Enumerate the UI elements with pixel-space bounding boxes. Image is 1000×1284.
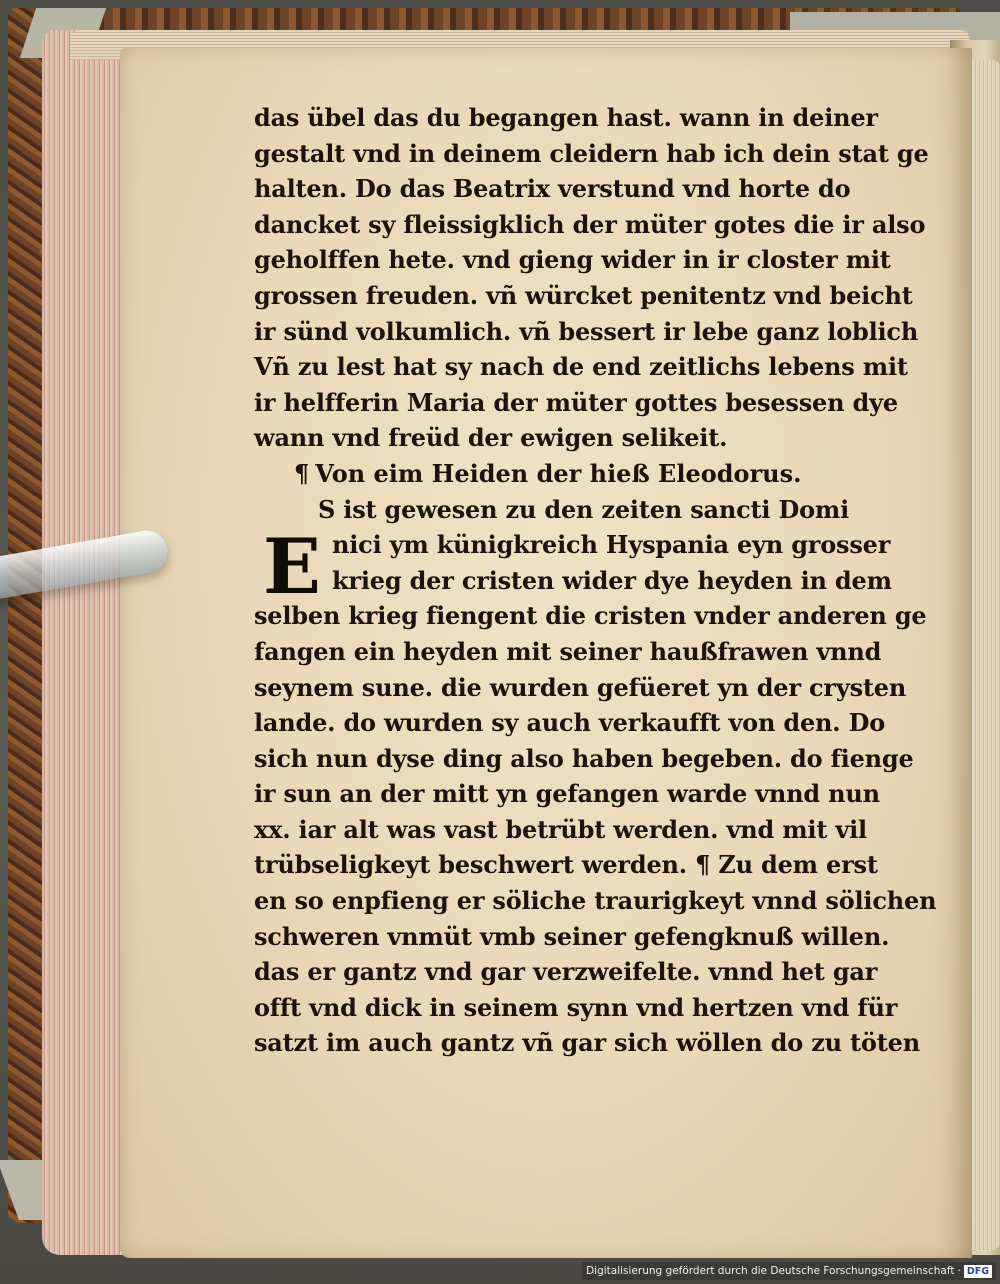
text-line: Vñ zu lest hat sy nach de end zeitlichs lebens mit <box>254 352 908 382</box>
text-line: ir sünd volkumlich. vñ bessert ir lebe ganz loblich <box>254 316 919 346</box>
dfg-logo[interactable]: DFG <box>964 1265 992 1278</box>
decorated-initial: E <box>263 521 321 611</box>
text-line: halten. Do das Beatrix verstund vnd horte do <box>254 174 851 204</box>
text-line: ir helfferin Maria der müter gottes besessen dye <box>254 387 898 417</box>
text-line: offt vnd dick in seinem synn vnd hertzen vnd für <box>254 992 898 1022</box>
text-line: selben krieg fiengent die cristen vnder anderen ge <box>254 601 927 631</box>
funding-note: Digitalisierung gefördert durch die Deutsche Forschungsgemeinschaft <box>586 1265 955 1277</box>
footer-separator: · <box>957 1265 961 1277</box>
text-line: sich nun dyse ding also haben begeben. do fienge <box>254 743 914 773</box>
text-line: schweren vnmüt vmb seiner gefengknuß willen. <box>254 921 890 951</box>
text-line: nici ym künigkreich Hyspania eyn grosser <box>332 530 891 560</box>
chapter-body <box>254 492 937 1062</box>
text-line: dancket sy fleissigklich der müter gotes die ir also <box>254 209 926 239</box>
text-line: krieg der cristen wider dye heyden in dem <box>332 565 892 595</box>
text-line: lande. do wurden sy auch verkaufft von den. Do <box>254 708 886 738</box>
text-line: satzt im auch gantz vñ gar sich wöllen do zu töten <box>254 1028 920 1058</box>
text-line: gestalt vnd in deinem cleidern hab ich dein stat ge <box>254 138 929 168</box>
page-text <box>254 100 937 1061</box>
text-line: seynem sune. die wurden gefüeret yn der crysten <box>254 672 907 702</box>
funding-footer <box>582 1262 996 1280</box>
text-line: S ist gewesen zu den zeiten sancti Domi <box>318 494 850 524</box>
text-line: trübseligkeyt beschwert werden. ¶ Zu dem erst <box>254 850 878 880</box>
text-line: en so enpfieng er söliche traurigkeyt vnnd sölichen <box>254 886 937 916</box>
text-line: xx. iar alt was vast betrübt werden. vnd mit vil <box>254 814 867 844</box>
text-line: das er gantz vnd gar verzweifelte. vnnd het gar <box>254 957 878 987</box>
text-line: das übel das du begangen hast. wann in deiner <box>254 103 878 132</box>
text-line: grossen freuden. vñ würcket penitentz vnd beicht <box>254 280 913 310</box>
text-line: wann vnd freüd der ewigen selikeit. <box>254 423 728 453</box>
text-line: geholffen hete. vnd gieng wider in ir closter mit <box>254 245 891 275</box>
text-line: fangen ein heyden mit seiner haußfrawen vnnd <box>254 636 882 666</box>
pilcrow-icon: ¶ <box>294 458 310 488</box>
text-line: ir sun an der mitt yn gefangen warde vnnd nun <box>254 779 880 809</box>
section-heading <box>254 456 904 492</box>
section-heading-text: Von eim Heiden der hieß Eleodorus. <box>315 458 802 488</box>
